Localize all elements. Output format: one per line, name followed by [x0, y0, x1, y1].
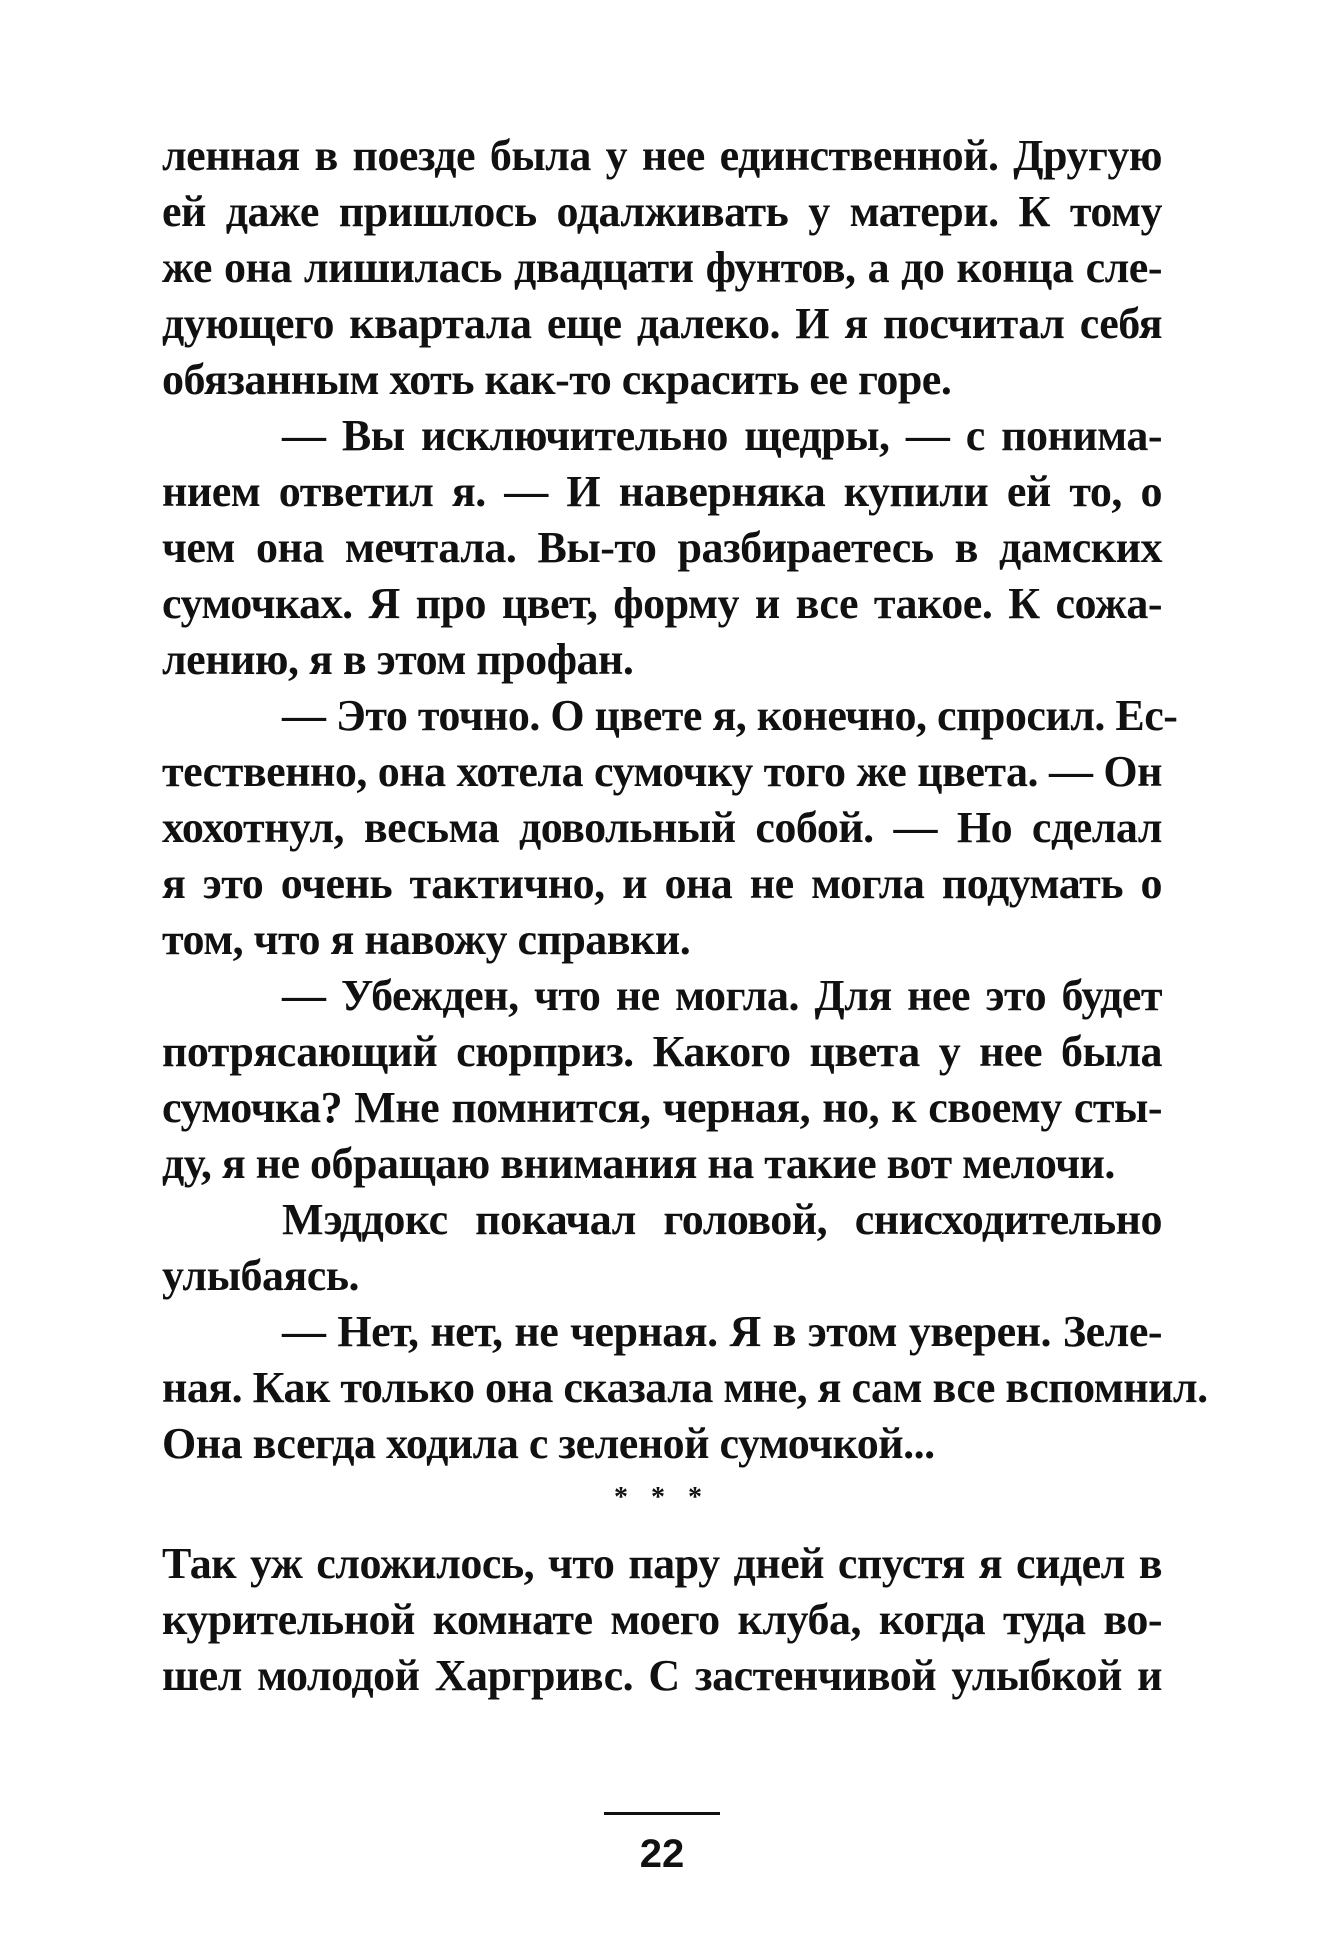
- text-line: — Это точно. О цвете я, конечно, спросил. Ес-: [282, 691, 1178, 740]
- text-line: улыбаясь.: [162, 1251, 360, 1300]
- text-line: — Убежден, что не могла. Для нее это будет: [282, 971, 1162, 1020]
- text-line: потрясающий сюрприз. Какого цвета у нее была: [162, 1027, 1162, 1076]
- text-line: Мэддокс покачал головой, снисходительно: [282, 1195, 1162, 1244]
- text-line: — Нет, нет, не черная. Я в этом уверен. Зеле-: [282, 1307, 1162, 1356]
- text-line: я это очень тактично, и она не могла подумать о: [162, 859, 1162, 908]
- text-line: сумочка? Мне помнится, черная, но, к своему сты-: [162, 1083, 1162, 1132]
- text-line: тественно, она хотела сумочку того же цвета. — Он: [162, 747, 1162, 796]
- text-line: ленная в поезде была у нее единственной. Другую: [162, 131, 1162, 180]
- text-line: чем она мечтала. Вы-то разбираетесь в дамских: [162, 523, 1162, 572]
- text-line: ду, я не обращаю внимания на такие вот мелочи.: [162, 1139, 1115, 1188]
- text-line: Так уж сложилось, что пару дней спустя я сидел в: [162, 1539, 1162, 1588]
- footer-rule: [604, 1812, 720, 1815]
- text-line: хохотнул, весьма довольный собой. — Но сделал: [162, 803, 1162, 852]
- text-line: том, что я навожу справки.: [162, 915, 691, 964]
- text-line: курительной комнате моего клуба, когда туда во-: [162, 1595, 1162, 1644]
- text-line: сумочках. Я про цвет, форму и все такое. К сожа-: [162, 579, 1162, 628]
- scene-break: * * *: [614, 1482, 710, 1513]
- continuation-text-block: [162, 1536, 1162, 1704]
- page-number: 22: [639, 1832, 685, 1876]
- text-line: обязанным хоть как-то скрасить ее горе.: [162, 355, 952, 404]
- text-line: ная. Как только она сказала мне, я сам все вспомнил.: [162, 1363, 1208, 1412]
- text-line: — Вы исключительно щедры, — с понима-: [282, 411, 1162, 460]
- text-line: дующего квартала еще далеко. И я посчитал себя: [162, 299, 1162, 348]
- text-line: лению, я в этом профан.: [162, 635, 634, 684]
- text-line: нием ответил я. — И наверняка купили ей то, о: [162, 467, 1162, 516]
- text-line: же она лишилась двадцати фунтов, а до конца сле-: [162, 243, 1162, 292]
- text-line: ей даже пришлось одалживать у матери. К тому: [162, 187, 1162, 236]
- text-line: Она всегда ходила с зеленой сумочкой...: [162, 1419, 935, 1468]
- text-line: шел молодой Харгривс. С застенчивой улыбкой и: [162, 1651, 1162, 1700]
- main-text-block: [162, 128, 1208, 1472]
